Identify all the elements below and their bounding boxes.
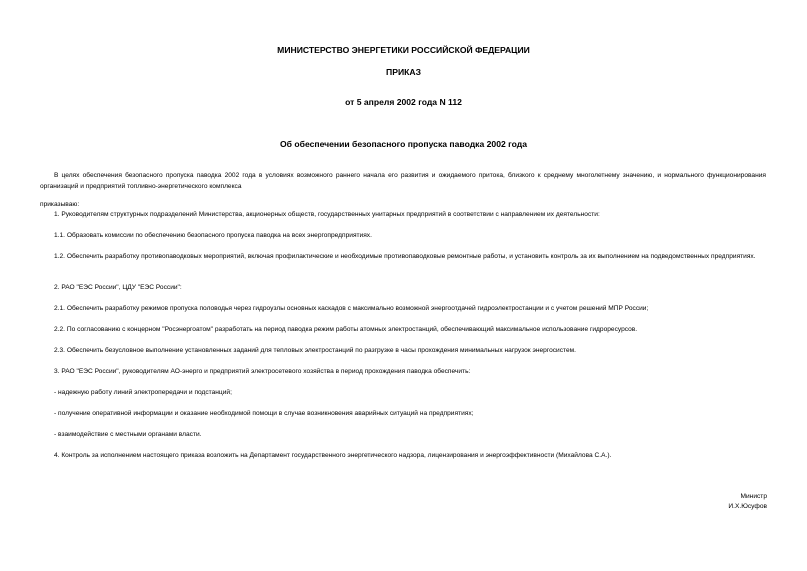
item-3-b: - получение оперативной информации и оказание необходимой помощи в случае возникновения аварийных ситуаций на предприятиях; bbox=[54, 410, 474, 417]
item-3-c: - взаимодействие с местными органами власти. bbox=[54, 431, 202, 438]
document-title: Об обеспечении безопасного пропуска паводка 2002 года bbox=[280, 139, 527, 149]
item-3-a: - надежную работу линий электропередачи и подстанций; bbox=[54, 389, 232, 396]
item-3: 3. РАО "ЕЭС России", руководителям АО-энерго и предприятий электросетевого хозяйства в период прохождения паводка обеспечить: bbox=[54, 368, 471, 375]
item-1-2: 1.2. Обеспечить разработку противопаводковых мероприятий, включая профилактические и необходимые противопаводковые ремонтные работы, и установить контроль за их выполнением на подведомственных предприятиях. bbox=[54, 253, 756, 260]
order-word: приказываю: bbox=[40, 201, 80, 208]
item-2-2: 2.2. По согласованию с концерном "Росэнергоатом" разработать на период паводка режим работы атомных электростанций, обеспечивающий максимальное использование гидроресурсов. bbox=[54, 326, 638, 333]
item-1: 1. Руководителям структурных подразделений Министерства, акционерных обществ, государственных унитарных предприятий в соответствии с направлением их деятельности: bbox=[54, 211, 600, 218]
item-4: 4. Контроль за исполнением настоящего приказа возложить на Департамент государственного энергетического надзора, лицензирования и энергоэффективности (Михайлова С.А.). bbox=[54, 452, 612, 459]
signature-name: И.Х.Юсуфов bbox=[728, 503, 767, 510]
ministry-heading: МИНИСТЕРСТВО ЭНЕРГЕТИКИ РОССИЙСКОЙ ФЕДЕРАЦИИ bbox=[277, 45, 530, 55]
item-1-1: 1.1. Образовать комиссии по обеспечению безопасного пропуска паводка на всех энергопредприятиях. bbox=[54, 232, 372, 239]
item-2-1: 2.1. Обеспечить разработку режимов пропуска половодья через гидроузлы основных каскадов с максимально возможной энергоотдачей гидроэлектростанции и с учетом решений МПР России; bbox=[54, 305, 649, 312]
item-2: 2. РАО "ЕЭС России", ЦДУ "ЕЭС России": bbox=[54, 284, 182, 291]
date-number-heading: от 5 апреля 2002 года N 112 bbox=[345, 97, 462, 107]
doc-type-heading: ПРИКАЗ bbox=[386, 67, 421, 77]
signature-position: Министр bbox=[740, 493, 767, 500]
item-2-3: 2.3. Обеспечить безусловное выполнение установленных заданий для тепловых электростанций по разгрузке в часы прохождения минимальных нагрузок энергосистем. bbox=[54, 347, 576, 354]
preamble-paragraph: В целях обеспечения безопасного пропуска паводка 2002 года в условиях возможного раннего начала его развития и ожидаемого притока, близкого к среднему многолетнему значению, и нормального функционирования организаций и предприятий топливно-энергетического комплекса bbox=[40, 172, 766, 190]
